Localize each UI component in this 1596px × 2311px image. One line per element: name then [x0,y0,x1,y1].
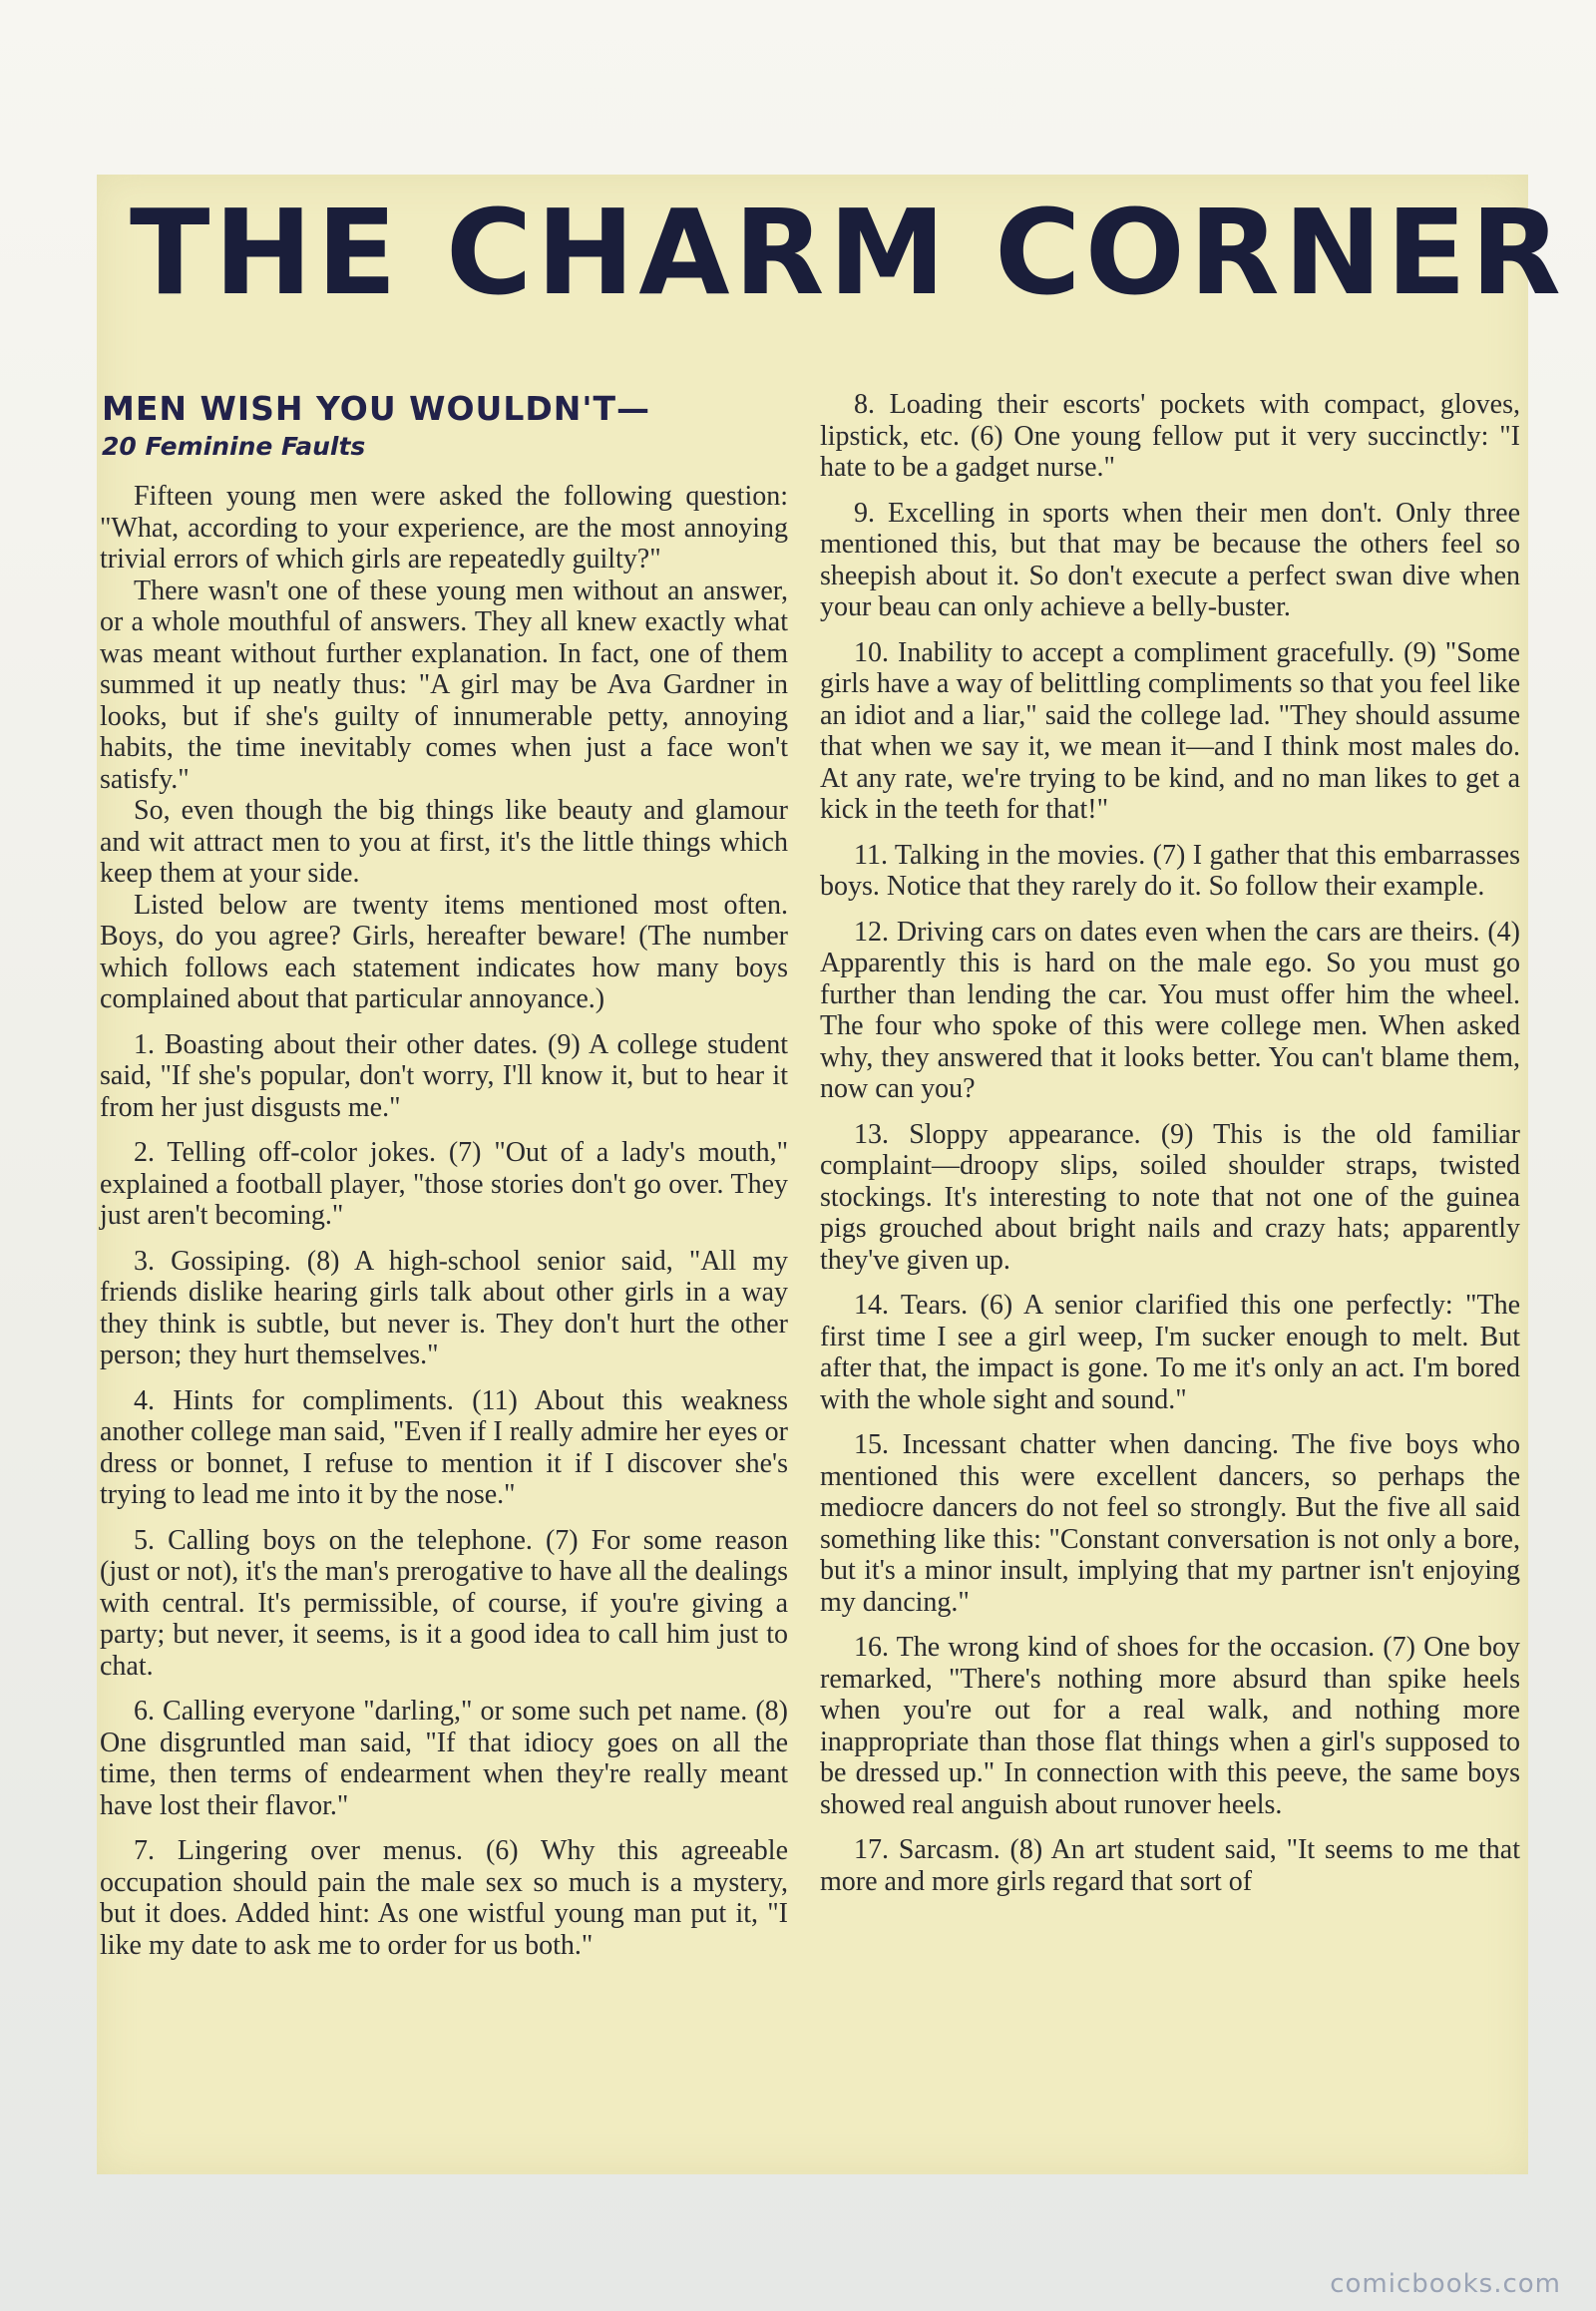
fault-item: 3. Gossiping. (8) A high-school senior said, "All my friends dislike hearing girls talk about other girls in a way they think is subtle, but never is. They don't hurt the other person; they hurt themselves." [100,1245,788,1370]
page-title: THE CHARM CORNER [130,184,1565,321]
fault-item: 7. Lingering over menus. (6) Why this agreeable occupation should pain the male sex so much is a mystery, but it does. Added hint: As one wistful young man put it, "I like my date to ask me to order for us both." [100,1835,788,1961]
fault-item: 17. Sarcasm. (8) An art student said, "It seems to me that more and more girls regard that sort of [820,1834,1520,1897]
fault-item: 15. Incessant chatter when dancing. The five boys who mentioned this were excellent dancers, so perhaps the mediocre dancers do not feel so strongly. But the five all said something like this: "Constant conversation is not only a bore, but it's a minor insult, implying that my partner isn't enjoying my dancing." [820,1429,1520,1618]
left-column [100,389,788,1961]
intro-paragraph: Listed below are twenty items mentioned most often. Boys, do you agree? Girls, hereafter beware! (The number which follows each statement indicates how many boys complained about that particular annoyance.) [100,889,788,1014]
fault-item: 16. The wrong kind of shoes for the occasion. (7) One boy remarked, "There's nothing more absurd than spike heels when you're out for a real walk, and nothing more inappropriate than those flat things when a girl's supposed to be dressed up." In connection with this peeve, the same boys showed real anguish about runover heels. [820,1632,1520,1820]
fault-item: 9. Excelling in sports when their men don't. Only three mentioned this, but that may be because the others feel so sheepish about it. So don't execute a perfect swan dive when your beau can only achieve a belly-buster. [820,497,1520,622]
fault-item: 8. Loading their escorts' pockets with compact, gloves, lipstick, etc. (6) One young fellow put it very succinctly: "I hate to be a gadget nurse." [820,389,1520,483]
fault-item: 10. Inability to accept a compliment gracefully. (9) "Some girls have a way of belittling compliments so that you feel like an idiot and a liar," said the college lad. "They should assume that when we say it, we mean it—and I think most males do. At any rate, we're trying to be kind, and no man likes to get a kick in the teeth for that!" [820,636,1520,825]
fault-item: 12. Driving cars on dates even when the cars are theirs. (4) Apparently this is hard on the male ego. So you must go further than lending the car. You must offer him the wheel. The four who spoke of this were college men. When asked why, they answered that it looks better. You can't blame them, now can you? [820,916,1520,1104]
right-column [820,389,1520,1897]
article-subheading: 20 Feminine Faults [102,432,366,461]
fault-item: 5. Calling boys on the telephone. (7) For some reason (just or not), it's the man's prerogative to have all the dealings with central. It's permissible, of course, if you're giving a party; but never, it seems, is it a good idea to call him just to chat. [100,1524,788,1682]
fault-item: 4. Hints for compliments. (11) About this weakness another college man said, "Even if I really admire her eyes or dress or bonnet, I refuse to mention it if I discover she's trying to lead me into it by the nose." [100,1384,788,1510]
article-heading: MEN WISH YOU WOULDN'T— [102,389,650,428]
intro-paragraph: Fifteen young men were asked the following question: "What, according to your experience, are the most annoying trivial errors of which girls are repeatedly guilty?" [100,481,788,575]
site-watermark: comicbooks.com [1330,2269,1561,2299]
fault-item: 1. Boasting about their other dates. (9) A college student said, "If she's popular, don't worry, I'll know it, but to hear it from her just disgusts me." [100,1028,788,1123]
fault-item: 2. Telling off-color jokes. (7) "Out of a lady's mouth," explained a football player, "those stories don't go over. They just aren't becoming." [100,1137,788,1231]
fault-item: 11. Talking in the movies. (7) I gather that this embarrasses boys. Notice that they rarely do it. So follow their example. [820,839,1520,902]
intro-paragraph: There wasn't one of these young men without an answer, or a whole mouthful of answers. They all knew exactly what was meant without further explanation. In fact, one of them summed it up neatly thus: "A girl may be Ava Gardner in looks, but if she's guilty of innumerable petty, annoying habits, the time inevitably comes when just a face won't satisfy." [100,575,788,795]
intro-paragraph: So, even though the big things like beauty and glamour and wit attract men to you at first, it's the little things which keep them at your side. [100,795,788,889]
fault-item: 13. Sloppy appearance. (9) This is the old familiar complaint—droopy slips, soiled shoulder straps, twisted stockings. It's interesting to note that not one of the guinea pigs grouched about bright nails and crazy hats; apparently they've given up. [820,1118,1520,1276]
fault-item: 6. Calling everyone "darling," or some such pet name. (8) One disgruntled man said, "If that idiocy goes on all the time, then terms of endearment when they're really meant have lost their flavor." [100,1696,788,1821]
fault-item: 14. Tears. (6) A senior clarified this one perfectly: "The first time I see a girl weep, I'm sucker enough to melt. But after that, the impact is gone. To me it's only an act. I'm bored with the whole sight and sound." [820,1290,1520,1415]
